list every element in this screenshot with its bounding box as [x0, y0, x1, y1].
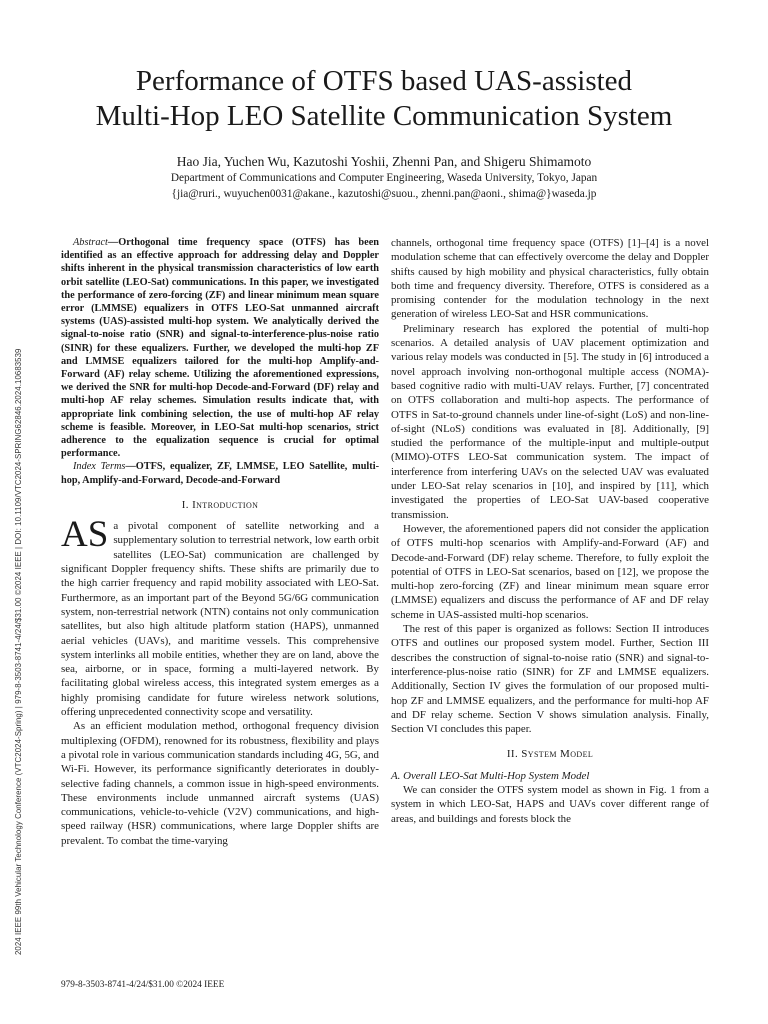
left-column: [61, 236, 379, 848]
title-line-2: Multi-Hop LEO Satellite Communication System: [95, 100, 673, 132]
affiliation: Department of Communications and Computer Engineering, Waseda University, Tokyo, Japan: [170, 172, 598, 184]
abstract: [61, 236, 379, 460]
body-paragraph-4: The rest of this paper is organized as follows: Section II introduces OTFS and outlines our proposed system model. Further, Section III describes the construction of signal-to-noise ratio (SNR) and signal-to-interference-plus-noise ratio (SINR) for ZF and LMMSE equalizers. Additionally, Section IV gives the formulation of our proposed multi-hop ZF and LMMSE equalizers, and the performance for multi-hop AF and DF relay scheme. Section V shows simulation analysis. Finally, Section VI concludes this paper.: [391, 623, 709, 736]
author-emails: {jia@ruri., wuyuchen0031@akane., kazutoshi@suou., zhenni.pan@aoni., shima@}waseda.jp: [171, 188, 597, 200]
body-paragraph-2: Preliminary research has explored the potential of multi-hop scenarios. A detailed analysis of UAV placement optimization and various relay models was conducted in [5]. The study in [6] introduced a novel approach involving non-orthogonal multiple access (NOMA)-based cognitive radio with multi-UAV relays. Further, [7] concentrated on OTFS collaboration and multi-hop aspects. The performance of OTFS in Sat-to-ground channels under line-of-sight (LoS) and non-line-of-sight (NLoS) conditions was evaluated in [8]. Additionally, [9] studied the performance of the multiple-input and multiple-output (MIMO)-OTFS LEO-Sat communication system. The impact of interference from interfering UAVs on the selected UAV was evaluated under LEO-Sat relay scenarios in [10], and inspired by [11], which investigated the properties of LEO-Sat UAV-based cooperative transmission.: [391, 322, 709, 521]
title-line-1: Performance of OTFS based UAS-assisted: [135, 65, 633, 97]
intro-paragraph-1-text: a pivotal component of satellite networking and a supplementary solution to terrestrial network, low earth orbit satellites (LEO-Sat) communication are challenged by significant Doppler frequency shifts. These shifts are primarily due to the high carrier frequency and rapid mobility associated with LEO-Sat. Furthermore, as an important part of the Beyond 5G/6G communication system, non-terrestrial network (NTN) contains not only communication satellites, but also high altitude platform station (HAPS), unmanned aerial vehicles (UAVs), and maritime vessels. This comprehensive system interlinks all mobile entities, whether they are on land, above the sea, airborne, or in space, forming a multi-layered network. By facilitating global wireless access, this integrated system emerges as a highly promising candidate for future wireless network solutions, offering unprecedented connectivity scope and versatility.: [61, 520, 379, 719]
subsection-heading: A. Overall LEO-Sat Multi-Hop System Model: [391, 769, 590, 782]
paper-title: [40, 64, 728, 134]
index-terms-label: Index Terms: [73, 461, 126, 473]
sidebar-metadata: [0, 0, 28, 1024]
index-terms: [61, 460, 379, 486]
page-footer: 979-8-3503-8741-4/24/$31.00 ©2024 IEEE: [61, 980, 225, 990]
section-title: System Model: [521, 748, 594, 761]
section-title: Introduction: [192, 498, 259, 511]
author-list: Hao Jia, Yuchen Wu, Kazutoshi Yoshii, Zhenni Pan, and Shigeru Shimamoto: [176, 154, 592, 169]
body-paragraph-1: channels, orthogonal time frequency space (OTFS) [1]–[4] is a novel modulation scheme that can effectively overcome the delay and Doppler shifts caused by high mobility and physical characteristics, fully obtain both time and frequency diversity. Therefore, OTFS is considered as a promising contender for the modulation technology in the next generation of wireless LEO-Sat and HSR communications.: [391, 237, 709, 321]
section-number: I.: [181, 498, 189, 511]
drop-cap: AS: [61, 514, 109, 556]
abstract-text: —Orthogonal time frequency space (OTFS) has been identified as an effective approach for addressing delay and Doppler shifts inherent in the physical transmission characteristics of low earth orbit satellite (LEO-Sat) communications. In this paper, we investigated the performance of zero-forcing (ZF) and linear minimum mean square error (LMMSE) equalizers in OTFS LEO-Sat unmanned aircraft systems (UAS)-assisted multi-hop system. We analytically derived the signal-to-noise ratio (SNR) and signal-to-interference-plus-noise ratio (SINR) for these equalizers. Further, we developed the multi-hop ZF and LMMSE equalizers tailored for the multi-hop Amplify-and-Forward (AF) relay scheme. Utilizing the aforementioned expressions, we derived the SNR for multi-hop Decode-and-Forward (DF) relay and multi-hop AF relay schemes. Simulation results indicate that, with appropriate link combining selection, the use of multi-hop AF relay scheme is feasible. Moreover, in LEO-Sat multi-hop scenarios, strict adherence to the equalization sequence is crucial for optimal performance.: [61, 237, 379, 460]
index-terms-text: —OTFS, equalizer, ZF, LMMSE, LEO Satellite, multi-hop, Amplify-and-Forward, Decode-and-Forward: [61, 461, 379, 486]
section-heading-system-model: [391, 747, 709, 761]
right-column: [391, 236, 709, 826]
body-paragraph-3: However, the aforementioned papers did not consider the application of OTFS multi-hop scenarios with Amplify-and-Forward (AF) and Decode-and-Forward (DF) relay scheme. Therefore, to fully exploit the potential of OTFS in LEO-Sat scenarios, based on [12], we propose the multi-hop zero-forcing (ZF) and linear minimum mean square error (LMMSE) equalizers and discuss the performance of AF and DF relay scheme in UAS-assisted multi-hop scenarios.: [391, 522, 709, 621]
intro-paragraph-2: As an efficient modulation method, orthogonal frequency division multiplexing (OFDM), renowned for its robustness, flexibility and plays a pivotal role in various communication standards including 4G, 5G, and Wi-Fi. However, its performance significantly deteriorates in doubly-selective fading channels, a common issue in high-speed environments. These environments include unmanned aircraft systems (UAS) communications, vehicle-to-vehicle (V2V) communications, and high-speed railway (HSR) communications, where large Doppler shifts are prevalent. To combat the time-varying: [61, 720, 379, 847]
body-paragraph-5: We can consider the OTFS system model as shown in Fig. 1 from a system in which LEO-Sat, HAPS and UAVs cover different range of areas, and buildings and forests block the: [391, 783, 709, 825]
intro-paragraph-1: [61, 514, 379, 719]
abstract-label: Abstract: [73, 237, 108, 248]
section-heading-introduction: [61, 498, 379, 512]
sidebar-citation-text: 2024 IEEE 99th Vehicular Technology Conference (VTC2024-Spring) | 979-8-3503-8741-4/24/$31.00 ©2024 IEEE | DOI: 10.1109/VTC2024-SPRING62846.2024.10683539: [14, 348, 23, 955]
section-number: II.: [506, 748, 519, 761]
